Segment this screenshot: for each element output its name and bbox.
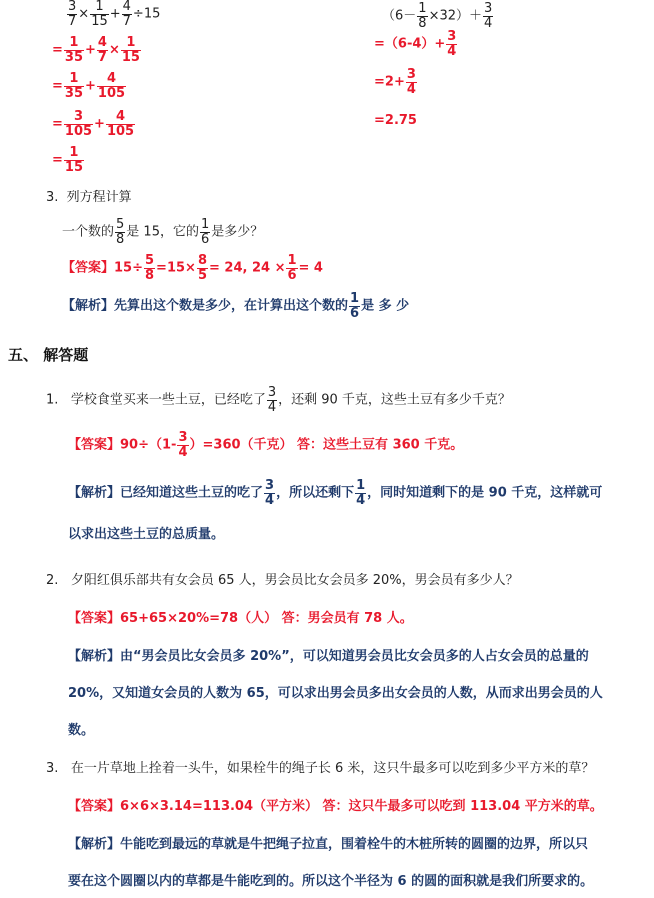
p3-analysis-line-2: 要在这个圆圈以内的草都是牛能吃到的。所以这个半径为 6 的圆的面积就是我们所要求的。 bbox=[68, 874, 594, 889]
analysis-label: 【解析】 bbox=[68, 837, 121, 852]
section-title: 五、 解答题 bbox=[8, 346, 89, 364]
p2-number: 2. bbox=[46, 573, 59, 588]
answer-label: 【答案】 bbox=[68, 437, 121, 453]
p3-question: 3. 在一片草地上拴着一头牛，如果栓牛的绳子长 6 米，这只牛最多可以吃到多少平方米的草？ bbox=[46, 761, 595, 776]
calc-left-line-4: = $\frac{1}{15}$ bbox=[52, 145, 83, 175]
calc-left-line-2: = $\frac{1}{35}$ + $\frac{4}{105}$ bbox=[52, 71, 126, 101]
p3-number: 3. bbox=[46, 761, 59, 776]
analysis-label: 【解析】 bbox=[62, 298, 115, 314]
calc-left-line-3: = $\frac{3}{105}$ + $\frac{4}{105}$ bbox=[52, 109, 135, 139]
p2-question: 2. 夕阳红俱乐部共有女会员 65 人，男会员比女会员多 20%，男会员有多少人？ bbox=[46, 573, 519, 588]
calc-right-line-2: =2+ $\frac{3}{4}$ bbox=[374, 67, 416, 97]
fraction: $\frac{1}{15}$ bbox=[91, 0, 108, 29]
p3-answer: 【答案】6×6×3.14=113.04（平方米） 答：这只牛最多可以吃到 113.04 平方米的草。 bbox=[68, 799, 603, 814]
fraction: $\frac{3}{7}$ bbox=[68, 0, 77, 29]
calc-left-line-1: = $\frac{1}{35}$ + $\frac{4}{7}$ × $\frac{1}{15}$ bbox=[52, 35, 140, 65]
p2-analysis-line-2: 20%，又知道女会员的人数为 65，可以求出男会员多出女会员的人数，从而求出男会员的人 bbox=[68, 686, 603, 701]
p2-analysis-line-1: 【解析】由“男会员比女会员多 20%”，可以知道男会员比女会员多的人占女会员的总量的 bbox=[68, 649, 589, 664]
q3-question: 一个数的 $\frac{5}{8}$ 是 15，它的 $\frac{1}{6}$ 是多少？ bbox=[62, 217, 264, 247]
fraction: $\frac{4}{7}$ bbox=[122, 0, 131, 29]
calc-right-line-1: =（6-4）+ $\frac{3}{4}$ bbox=[374, 29, 457, 59]
p1-analysis-line-1: 【解析】已经知道这些土豆的吃了 $\frac{3}{4}$ ，所以还剩下 $\frac{1}{4}$ ，同时知道剩下的是 90 千克，这样就可 bbox=[68, 478, 603, 508]
p1-analysis-line-2: 以求出这些土豆的总质量。 bbox=[68, 527, 225, 542]
answer-label: 【答案】 bbox=[62, 260, 115, 276]
answer-label: 【答案】 bbox=[68, 799, 121, 814]
calc-right-line-0: （6－ $\frac{1}{8}$ ×32）＋ $\frac{3}{4}$ bbox=[382, 1, 493, 31]
p1-number: 1. bbox=[46, 392, 59, 408]
p2-answer: 【答案】65+65×20%=78（人） 答：男会员有 78 人。 bbox=[68, 611, 413, 626]
answer-label: 【答案】 bbox=[68, 611, 121, 626]
q3-analysis: 【解析】先算出这个数是多少，在计算出这个数的 $\frac{1}{6}$ 是 多 少 bbox=[62, 291, 410, 321]
analysis-label: 【解析】 bbox=[68, 485, 121, 501]
q3-answer: 【答案】15÷ $\frac{5}{8}$ =15× $\frac{8}{5}$ = 24, 24 × $\frac{1}{6}$ = 4 bbox=[62, 253, 323, 283]
p1-question: 1. 学校食堂买来一些土豆，已经吃了 $\frac{3}{4}$ ，还剩 90 千克，这些土豆有多少千克？ bbox=[46, 385, 511, 415]
calc-right-line-3: =2.75 bbox=[374, 113, 417, 128]
q3-heading bbox=[46, 186, 132, 205]
p1-answer: 【答案】90÷（1- $\frac{3}{4}$ ）=360（千克） 答：这些土豆有 360 千克。 bbox=[68, 430, 464, 460]
p3-analysis-line-1: 【解析】牛能吃到最远的草就是牛把绳子拉直，围着栓牛的木桩所转的圆圈的边界，所以只 bbox=[68, 837, 589, 852]
calc-left-line-0: $\frac{3}{7}$ × $\frac{1}{15}$ + $\frac{4}{7}$ ÷15 bbox=[68, 0, 161, 29]
p2-analysis-line-3: 数。 bbox=[68, 723, 95, 738]
q3-title: 列方程计算 bbox=[66, 190, 132, 205]
q3-number: 3. bbox=[46, 190, 59, 205]
analysis-label: 【解析】 bbox=[68, 649, 121, 664]
